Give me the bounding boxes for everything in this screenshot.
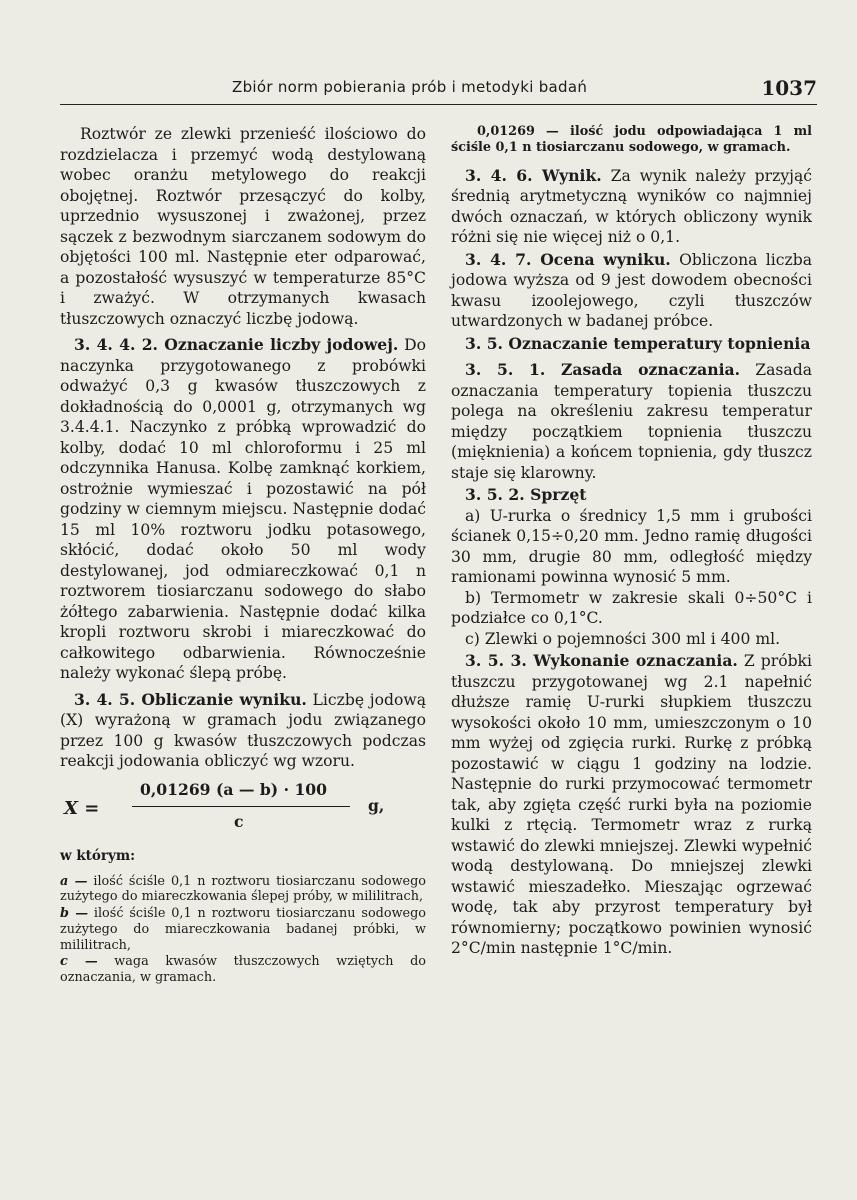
formula-denominator: c [234, 811, 244, 831]
definition-b-text: ilość ściśle 0,1 n roztworu tiosiarczanu sodowego zużytego do miareczkowania badanej próbki, w mililitrach, [60, 906, 426, 953]
symbol-a: a — [60, 873, 88, 889]
section-heading: 3. 4. 6. Wynik. [465, 165, 602, 185]
fraction-bar [132, 806, 350, 807]
section-3-5-3 [451, 651, 812, 959]
constant-definition-text: 0,01269 — ilość jodu odpowiadająca 1 ml ściśle 0,1 n tiosiarczanu sodowego, w gramach. [451, 124, 812, 155]
section-heading: 3. 5. 1. Zasada oznaczania. [465, 360, 741, 380]
definition-c-text: waga kwasów tłuszczowych wziętych do oznaczania, w gramach. [60, 954, 426, 986]
section-3-4-4-2 [60, 335, 426, 684]
section-body: Za wynik należy przyjąć średnią arytmetyczną wyników co najmniej dwóch oznaczań, w których obliczony wynik różni się nie więcej niż o 0,1. [451, 166, 812, 247]
definition-a [60, 874, 426, 906]
section-body: Z próbki tłuszczu przygotowanej wg 2.1 napełnić dłuższe ramię U-rurki słupkiem tłuszczu wysokości około 10 mm, umieszczonym o 10 mm wyżej od zgięcia rurki. Rurkę z próbką pozostawić w ciągu 1 godziny na lodzie. Następnie do rurki przymocować termometr tak, aby zgięta część rurki była na poziomie kulki z rtęcią. Termometr wraz z rurką wstawić do zlewki mniejszej. Zlewki wypełnić wodą destylowaną. Do mniejszej zlewki wstawić mieszadełko. Mieszając ogrzewać wodę, tak aby przyrost temperatury był równomierny; początkowo powinien wynosić 2°C/min następnie 1°C/min. [451, 652, 812, 958]
page-number: 1037 [761, 76, 817, 100]
symbol-c: c — [60, 954, 98, 970]
section-heading: 3. 4. 4. 2. Oznaczanie liczby jodowej. [74, 335, 399, 354]
formula-numerator: 0,01269 (a — b) · 100 [140, 779, 328, 799]
definition-a-text: ilość ściśle 0,1 n roztworu tiosiarczanu sodowego zużytego do miareczkowania ślepej próby, w mililitrach, [60, 873, 426, 905]
definition-b [60, 906, 426, 953]
section-body: Zasada oznaczania temperatury topienia tłuszczu polega na określeniu zakresu temperatur między początkiem topnienia tłuszczu (mięknienia) a końcem topnienia, gdy tłuszcz staje się klarowny. [451, 361, 812, 482]
symbol-b: b — [60, 906, 88, 922]
section-3-5-heading: 3. 5. Oznaczanie temperatury topnienia [465, 333, 811, 353]
section-heading: 3. 5. 3. Wykonanie oznaczania. [465, 651, 738, 671]
section-heading: 3. 4. 7. Ocena wyniku. [465, 249, 671, 269]
left-column [60, 124, 426, 987]
paragraph-extraction: Roztwór ze zlewki przenieść ilościowo do rozdzielacza i przemyć wodą destylowaną wobec oranżu metylowego do reakcji obojętnej. Roztwór przesączyć do kolby, uprzednio wysuszonej i zważonej, przez sączek z bezwodnym siarczanem sodowym do objętości 100 ml. Następnie eter odparować, a pozostałość wysuszyć w temperaturze 85°C i zważyć. W otrzymanych kwasach tłuszczowych oznaczyć liczbę jodową. [60, 125, 426, 328]
running-header [60, 74, 817, 105]
constant-definition [451, 124, 812, 156]
section-3-4-5 [60, 690, 426, 772]
section-3-4-7 [451, 250, 812, 332]
iodine-number-formula [60, 780, 426, 838]
section-body: Do naczynka przygotowanego z probówki odważyć 0,3 g kwasów tłuszczowych z dokładnością do 0,0001 g, otrzymanych wg 3.4.4.1. Naczynko z próbką wprowadzić do kolby, dodać 10 ml chloroformu i 25 ml odczynnika Hanusa. Kolbę zamknąć korkiem, ostrożnie wymieszać i pozostawić na pół godziny w ciemnym miejscu. Następnie dodać 15 ml 10% roztworu jodku potasowego, skłócić, dodać około 50 ml wody destylowanej, jod odmiareczkować 0,1 n roztworem tiosiarczanu sodowego do słabo żółtego zabarwienia. Następnie dodać kilka kropli roztworu skrobi i miareczkować do całkowitego odbarwienia. Równocześnie należy wykonać ślepą próbę. [60, 336, 426, 682]
variable-definitions [60, 874, 426, 987]
section-body: Liczbę jodową (X) wyrażoną w gramach jodu związanego przez 100 g kwasów tłuszczowych podczas reakcji jodowania obliczyć wg wzoru. [60, 690, 426, 770]
section-3-5-1 [451, 360, 812, 483]
equipment-item-a: a) U-rurka o średnicy 1,5 mm i grubości ścianek 0,15÷0,20 mm. Jedno ramię długości 30 mm, drugie 80 mm, odległość między ramionami powinna wynosić 5 mm. [451, 506, 812, 587]
equipment-item-c: c) Zlewki o pojemności 300 ml i 400 ml. [465, 629, 781, 648]
equipment-item-b: b) Termometr w zakresie skali 0÷50°C i podziałce co 0,1°C. [451, 588, 812, 628]
header-title: Zbiór norm pobierania prób i metodyki badań [232, 78, 588, 96]
section-body: Obliczona liczba jodowa wyższa od 9 jest dowodem obecności kwasu izoolejowego, czyli tłuszczów utwardzonych w badanej próbce. [451, 250, 812, 331]
formula-lhs: X = [64, 797, 100, 819]
formula-unit: g, [368, 795, 385, 815]
where-label: w którym: [60, 847, 136, 864]
definition-c [60, 954, 426, 986]
section-3-5-2-heading: 3. 5. 2. Sprzęt [465, 485, 587, 505]
section-heading: 3. 4. 5. Obliczanie wyniku. [74, 689, 307, 709]
right-column [451, 124, 812, 959]
section-3-4-6 [451, 166, 812, 248]
